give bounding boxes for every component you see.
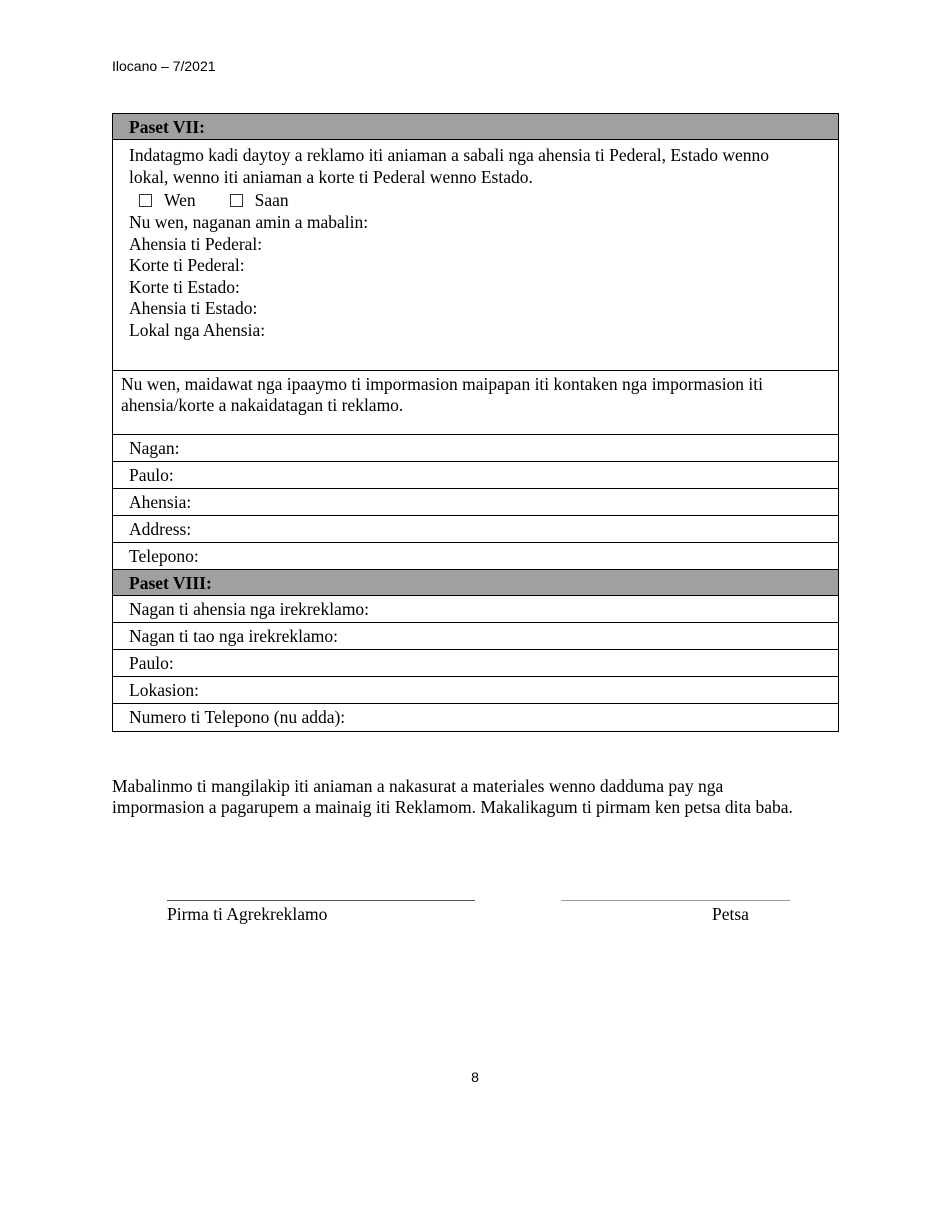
note-line-1: Mabalinmo ti mangilakip iti aniaman a nakasurat a materiales wenno dadduma pay nga xyxy=(112,776,724,796)
section-8-header: Paset VIII: xyxy=(113,570,838,596)
contact-telephone-field[interactable]: Telepono: xyxy=(113,543,838,570)
question-text-line-2: lokal, wenno iti aniaman a korte ti Pederal wenno Estado. xyxy=(129,166,533,187)
contact-text-line-1: Nu wen, maidawat nga ipaaymo ti impormasion maipapan iti kontaken nga impormasion iti xyxy=(121,374,764,394)
no-checkbox[interactable] xyxy=(230,194,243,207)
signature-line[interactable] xyxy=(167,900,475,901)
yes-no-options xyxy=(129,188,838,212)
signature-label: Pirma ti Agrekreklamo xyxy=(167,904,328,924)
contact-text-line-2: ahensia/korte a nakaidatagan ti reklamo. xyxy=(121,395,404,415)
respondent-phone-field[interactable]: Numero ti Telepono (nu adda): xyxy=(129,707,346,727)
yes-label: Wen xyxy=(164,189,196,210)
local-agency-field[interactable]: Lokal nga Ahensia: xyxy=(129,319,266,340)
section-7-header: Paset VII: xyxy=(113,114,838,140)
contact-info-instruction xyxy=(113,371,838,435)
document-header: Ilocano – 7/2021 xyxy=(112,58,216,74)
state-agency-field[interactable]: Ahensia ti Estado: xyxy=(129,298,258,318)
date-label: Petsa xyxy=(712,904,749,924)
complaint-form-table xyxy=(112,113,839,732)
page-number: 8 xyxy=(471,1069,479,1085)
federal-court-field[interactable]: Korte ti Pederal: xyxy=(129,255,245,275)
yes-checkbox[interactable] xyxy=(139,194,152,207)
contact-name-field[interactable]: Nagan: xyxy=(113,435,838,462)
question-text-line-1: Indatagmo kadi daytoy a reklamo iti aniaman a sabali nga ahensia ti Pederal, Estado wenno xyxy=(129,145,769,165)
respondent-title-field[interactable]: Paulo: xyxy=(113,650,838,677)
federal-agency-field[interactable]: Ahensia ti Pederal: xyxy=(129,233,263,254)
other-agency-question xyxy=(113,140,838,371)
respondent-person-field[interactable]: Nagan ti tao nga irekreklamo: xyxy=(113,623,838,650)
attachment-note xyxy=(112,776,852,818)
contact-title-field[interactable]: Paulo: xyxy=(113,462,838,489)
contact-address-field[interactable]: Address: xyxy=(113,516,838,543)
note-line-2: impormasion a pagarupem a mainaig iti Reklamom. Makalikagum ti pirmam ken petsa dita baba. xyxy=(112,797,793,817)
state-court-field[interactable]: Korte ti Estado: xyxy=(129,276,240,297)
date-line[interactable] xyxy=(561,900,790,901)
respondent-location-field[interactable]: Lokasion: xyxy=(113,677,838,704)
contact-agency-field[interactable]: Ahensia: xyxy=(113,489,838,516)
if-yes-label: Nu wen, naganan amin a mabalin: xyxy=(129,212,369,232)
respondent-agency-field[interactable]: Nagan ti ahensia nga irekreklamo: xyxy=(113,596,838,623)
no-label: Saan xyxy=(254,189,289,210)
